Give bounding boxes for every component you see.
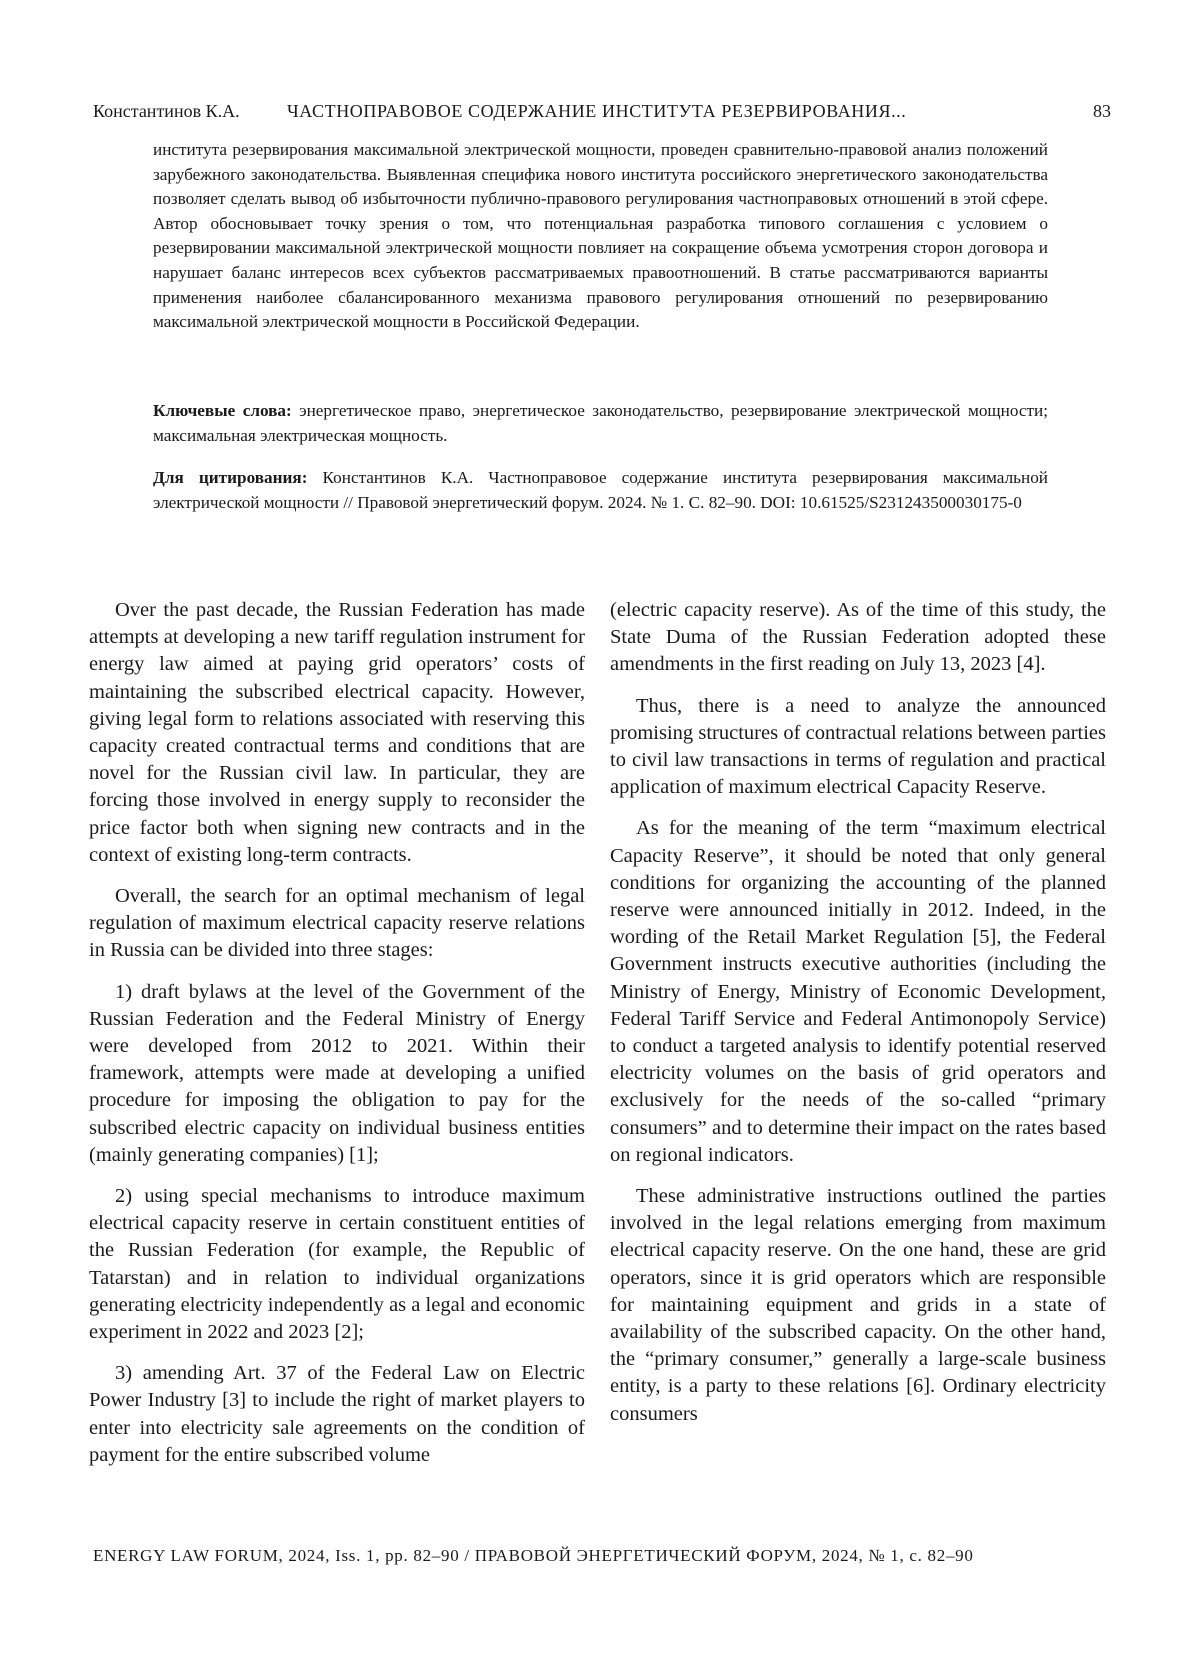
running-head-title: ЧАСТНОПРАВОВОЕ СОДЕРЖАНИЕ ИНСТИТУТА РЕЗЕРВИРОВАНИЯ... [287, 101, 907, 121]
body-paragraph: As for the meaning of the term “maximum electrical Capacity Reserve”, it should be noted that only general conditions for organizing the accounting of the planned reserve were announced initially in 2012. Indeed, in the wording of the Retail Market Regulation [5], the Federal Government instructs executive authorities (including the Ministry of Energy, Ministry of Economic Development, Federal Tariff Service and Federal Antimonopoly Service) to conduct a targeted analysis to identify potential reserved electricity volumes on the basis of grid operators and exclusively for the needs of the so-called “primary consumers” and to determine their impact on the rates based on regional indicators. [610, 817, 1106, 1166]
keywords [153, 399, 1048, 448]
body-paragraph: These administrative instructions outlined the parties involved in the legal relations emerging from maximum electrical capacity reserve. On the one hand, these are grid operators, since it is grid operators which are responsible for maintaining equipment and grids in a state of availability of the subscribed capacity. On the other hand, the “primary consumer,” generally a large-scale business entity, is a party to these relations [6]. Ordinary electricity consumers [610, 1185, 1106, 1425]
citation [153, 466, 1048, 515]
citation-text: Константинов К.А. Частноправовое содержание института резервирования максимальной электрической мощности // Правовой энергетический форум. 2024. № 1. С. 82–90. DOI: 10.61525/S231243500030175-0 [153, 468, 1048, 512]
running-head [93, 96, 1111, 126]
body-paragraph: 2) using special mechanisms to introduce maximum electrical capacity reserve in certain constituent entities of the Russian Federation (for example, the Republic of Tatarstan) and in relation to individual organizations generating electricity independently as a legal and economic experiment in 2022 and 2023 [2]; [89, 1185, 585, 1344]
abstract-text: института резервирования максимальной электрической мощности, проведен сравнительно-правовой анализ положений зарубежного законодательства. Выявленная специфика нового института российского энергетического законодательства позволяет сделать вывод об избыточности публично-правового регулирования частноправовых отношений в этой сфере. Автор обосновывает точку зрения о том, что потенциальная разработка типового соглашения с условием о резервировании максимальной электрической мощности повлияет на сокращение объема усмотрения сторон договора и нарушает баланс интересов всех субъектов рассматриваемых правоотношений. В статье рассматриваются варианты применения наиболее сбалансированного механизма правового регулирования отношений по резервированию максимальной электрической мощности в Российской Федерации. [153, 140, 1048, 332]
running-head-author: Константинов К.А. [93, 101, 240, 121]
body-paragraph: Thus, there is a need to analyze the announced promising structures of contractual relations between parties to civil law transactions in terms of regulation and practical application of maximum electrical Capacity Reserve. [610, 694, 1106, 799]
body-paragraph: 3) amending Art. 37 of the Federal Law on Electric Power Industry [3] to include the right of market players to enter into electricity sale agreements on the condition of payment for the entire subscribed volume [89, 1362, 585, 1466]
body-paragraph: 1) draft bylaws at the level of the Government of the Russian Federation and the Federal Ministry of Energy were developed from 2012 to 2021. Within their framework, attempts were made at developing a unified procedure for imposing the obligation to pay for the subscribed electric capacity on individual business entities (mainly generating companies) [1]; [89, 980, 585, 1166]
body-right-column [610, 597, 1106, 1442]
body-paragraph: Over the past decade, the Russian Federation has made attempts at developing a new tariff regulation instrument for energy law aimed at paying grid operators’ costs of maintaining the subscribed electrical capacity. However, giving legal form to relations associated with reserving this capacity created contractual terms and conditions that are novel for the Russian civil law. In particular, they are forcing those involved in energy supply to reconsider the price factor both when signing new contracts and in the context of existing long-term contracts. [89, 599, 585, 866]
keywords-text: энергетическое право, энергетическое законодательство, резервирование электрической мощности; максимальная электрическая мощность. [153, 401, 1048, 445]
body-paragraph: (electric capacity reserve). As of the time of this study, the State Duma of the Russian Federation adopted these amendments in the first reading on July 13, 2023 [4]. [610, 599, 1106, 676]
journal-footer: ENERGY LAW FORUM, 2024, Iss. 1, pp. 82–90 / ПРАВОВОЙ ЭНЕРГЕТИЧЕСКИЙ ФОРУМ, 2024, № 1, с. 82–90 [93, 1546, 974, 1565]
body-paragraph: Overall, the search for an optimal mechanism of legal regulation of maximum electrical capacity reserve relations in Russia can be divided into three stages: [89, 885, 585, 962]
page-number: 83 [1093, 101, 1111, 121]
keywords-label: Ключевые слова: [153, 401, 292, 420]
citation-label: Для цитирования: [153, 468, 308, 487]
body-left-column [89, 597, 585, 1483]
